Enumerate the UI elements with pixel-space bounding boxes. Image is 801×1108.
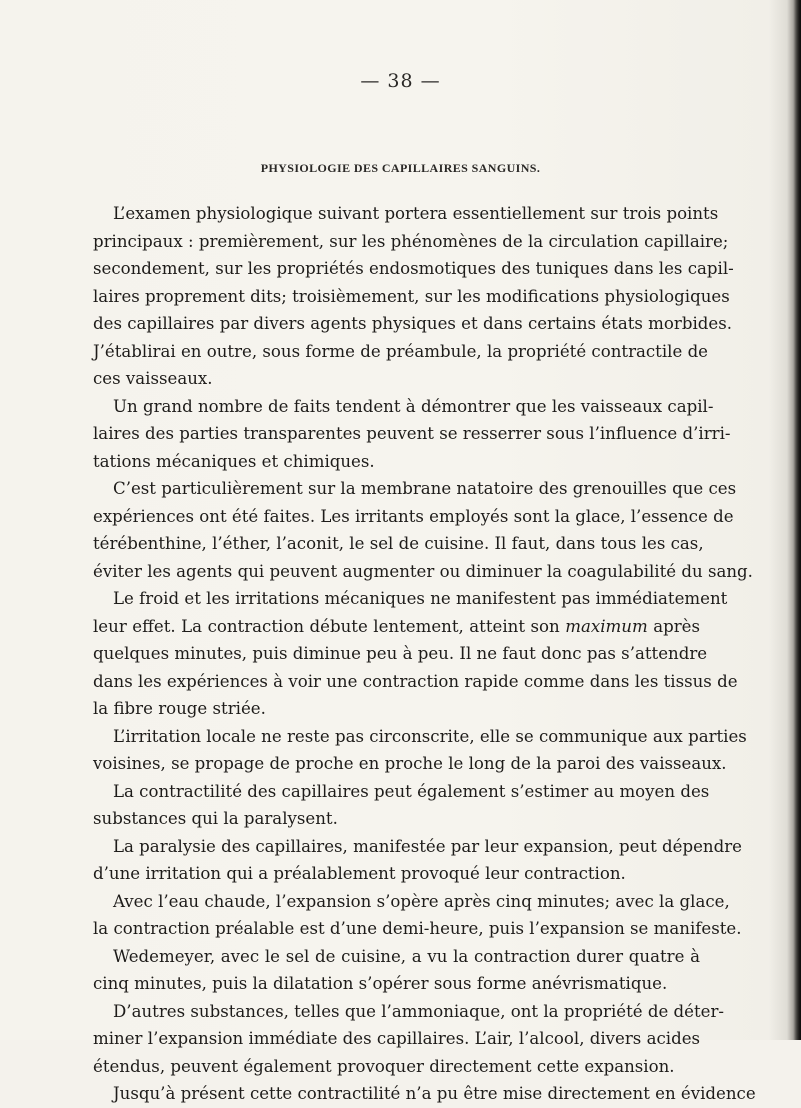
text-line: La contractilité des capillaires peut également s’estimer au moyen des (113, 781, 710, 801)
text-line: L’examen physiologique suivant portera essentiellement sur trois points (113, 204, 719, 223)
text-line: dans les expériences à voir une contraction rapide comme dans les tissus de (93, 671, 738, 691)
text-line: expériences ont été faites. Les irritants employés sont la glace, l’essence de (93, 506, 734, 526)
text-line: Wedemeyer, avec le sel de cuisine, a vu la contraction durer quatre à (113, 946, 700, 966)
text-line: laires proprement dits; troisièmement, sur les modifications physiologiques (93, 286, 730, 306)
text-line: Jusqu’à présent cette contractilité n’a pu être mise directement en évidence (113, 1084, 756, 1103)
text-line: miner l’expansion immédiate des capillaires. L’air, l’alcool, divers acides (93, 1029, 701, 1048)
text-line: D’autres substances, telles que l’ammoniaque, ont la propriété de déter- (113, 1001, 725, 1021)
text-line: principaux : premièrement, sur les phénomènes de la circulation capillaire; (93, 231, 729, 251)
text-line: Le froid et les irritations mécaniques ne manifestent pas immédiatement (113, 589, 728, 608)
text-line: éviter les agents qui peuvent augmenter ou diminuer la coagulabilité du sang. (93, 561, 753, 581)
text-line: La paralysie des capillaires, manifestée par leur expansion, peut dépendre (113, 836, 742, 856)
text-segment: après (647, 616, 700, 636)
text-line: des capillaires par divers agents physiques et dans certains états morbides. (93, 314, 732, 333)
body-text (93, 200, 756, 1108)
text-line: secondement, sur les propriétés endosmotiques des tuniques dans les capil- (93, 259, 734, 278)
italic-term: maximum (565, 616, 648, 636)
text-line: la fibre rouge striée. (93, 699, 266, 718)
page-number: — 38 — (360, 70, 441, 92)
text-line: Avec l’eau chaude, l’expansion s’opère après cinq minutes; avec la glace, (113, 891, 730, 911)
text-line: térébenthine, l’éther, l’aconit, le sel de cuisine. Il faut, dans tous les cas, (93, 534, 704, 553)
running-head: PHYSIOLOGIE DES CAPILLAIRES SANGUINS. (260, 161, 541, 175)
text-line: cinq minutes, puis la dilatation s’opérer sous forme anévrismatique. (93, 974, 668, 993)
text-line: C’est particulièrement sur la membrane natatoire des grenouilles que ces (113, 479, 737, 498)
text-line: quelques minutes, puis diminue peu à peu. Il ne faut donc pas s’attendre (93, 644, 708, 663)
text-line: ces vaisseaux. (93, 369, 213, 388)
text-line: Un grand nombre de faits tendent à démontrer que les vaisseaux capil- (113, 396, 714, 416)
text-line: d’une irritation qui a préalablement provoqué leur contraction. (93, 864, 626, 883)
text-segment: leur effet. La contraction débute lentement, atteint son (93, 616, 566, 636)
text-line: J’établirai en outre, sous forme de préambule, la propriété contractile de (93, 341, 709, 361)
text-line: la contraction préalable est d’une demi-heure, puis l’expansion se manifeste. (93, 919, 742, 938)
text-line: étendus, peuvent également provoquer directement cette expansion. (93, 1056, 675, 1076)
text-line: laires des parties transparentes peuvent se resserrer sous l’influence d’irri- (93, 424, 731, 443)
text-line: substances qui la paralysent. (93, 809, 338, 828)
text-line: tations mécaniques et chimiques. (93, 451, 375, 471)
text-line: voisines, se propage de proche en proche le long de la paroi des vaisseaux. (93, 754, 727, 773)
text-line (93, 613, 700, 641)
page-edge-shadow (787, 0, 801, 1040)
text-line: L’irritation locale ne reste pas circonscrite, elle se communique aux parties (113, 726, 747, 746)
